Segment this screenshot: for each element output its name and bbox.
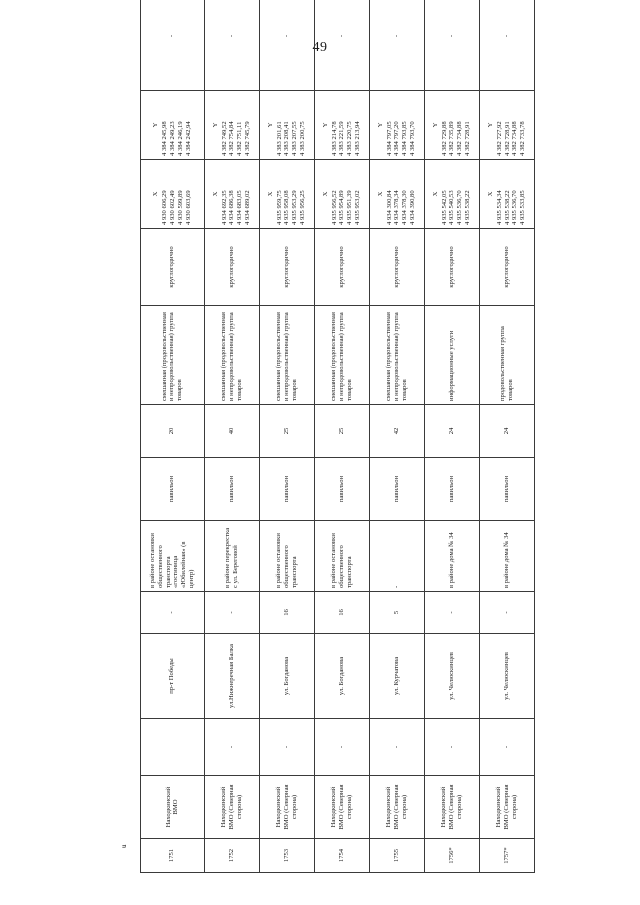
- object-type-cell: павильон: [141, 458, 205, 521]
- coordinate-value: 4 935 954,89: [338, 190, 346, 225]
- object-type-cell: павильон: [314, 458, 369, 521]
- coordinate-value: 4 382 727,92: [495, 121, 503, 156]
- specialization-cell: информационные услуги: [424, 306, 479, 405]
- note-cell: -: [369, 0, 424, 91]
- coordinate-value: 4 382 728,91: [464, 121, 472, 156]
- coordinates-y-cell: [259, 91, 314, 160]
- district-cell: Находкинский ВМО (Северная сторона): [424, 776, 479, 839]
- house-number-cell: -: [479, 592, 534, 634]
- coordinates-y-cell: [479, 91, 534, 160]
- street-cell: ул. Челюскинцев: [479, 634, 534, 719]
- coordinate-value: 4 930 602,49: [168, 190, 176, 225]
- page-number: 49: [312, 40, 328, 55]
- table-row: [141, 0, 205, 873]
- object-number-cell: 1751: [141, 839, 205, 873]
- coordinate-value: 4 935 956,52: [330, 190, 338, 225]
- object-number-cell: 1753: [259, 839, 314, 873]
- coordinate-axis-label: X: [321, 191, 329, 197]
- district-cell: Находкинский ВМО (Северная сторона): [479, 776, 534, 839]
- coordinate-axis-label: Y: [376, 122, 384, 128]
- coordinate-value: 4 935 533,85: [519, 190, 527, 225]
- trade-objects-table: [140, 0, 535, 873]
- area-cell: 40: [204, 405, 259, 458]
- table-row: [204, 0, 259, 873]
- coordinates-y-cell: [424, 91, 479, 160]
- coordinate-axis-label: X: [487, 191, 495, 197]
- district-cell: Находкинский ВМО (Северная сторона): [204, 776, 259, 839]
- coordinate-axis-label: X: [152, 191, 160, 197]
- district-cell: Находкинский ВМО (Северная сторона): [369, 776, 424, 839]
- object-type-cell: павильон: [204, 458, 259, 521]
- table-row: [479, 0, 534, 873]
- coordinate-value: 4 935 540,53: [448, 190, 456, 225]
- coordinate-value: 4 935 951,39: [346, 190, 354, 225]
- blank-cell: [141, 719, 205, 776]
- coordinate-value: 4 935 953,29: [291, 190, 299, 225]
- period-cell: круглогодично: [369, 229, 424, 306]
- coordinates-x-cell: [259, 160, 314, 229]
- area-cell: 24: [479, 405, 534, 458]
- street-cell: пр-т Победы: [141, 634, 205, 719]
- coordinate-value: 4 935 538,22: [464, 190, 472, 225]
- table-row: [259, 0, 314, 873]
- period-cell: круглогодично: [479, 229, 534, 306]
- object-type-cell: павильон: [369, 458, 424, 521]
- district-cell: Находкинский ВМО (Северная сторона): [259, 776, 314, 839]
- coordinates-x-cell: [479, 160, 534, 229]
- table-row: [369, 0, 424, 873]
- coordinate-value: 4 934 689,02: [243, 190, 251, 225]
- period-cell: круглогодично: [141, 229, 205, 306]
- coordinate-value: 4 383 221,59: [338, 121, 346, 156]
- coordinate-value: 4 382 728,91: [503, 121, 511, 156]
- coordinate-value: 4 383 220,75: [346, 121, 354, 156]
- coordinate-value: 4 935 953,02: [353, 190, 361, 225]
- landmark-cell: в районе остановки общественного транспорта: [314, 521, 369, 592]
- coordinate-value: 4 382 745,79: [243, 121, 251, 156]
- house-number-cell: -: [204, 592, 259, 634]
- object-type-cell: павильон: [424, 458, 479, 521]
- coordinate-axis-label: X: [431, 191, 439, 197]
- coordinate-axis-label: Y: [321, 122, 329, 128]
- coordinate-value: 4 382 751,11: [236, 121, 244, 156]
- coordinate-value: 4 384 797,20: [393, 121, 401, 156]
- house-number-cell: 16: [314, 592, 369, 634]
- specialization-cell: продовольственная группа товаров: [479, 306, 534, 405]
- coordinate-value: 4 384 797,05: [385, 121, 393, 156]
- house-number-cell: 5: [369, 592, 424, 634]
- coordinate-value: 4 935 536,70: [456, 190, 464, 225]
- landmark-cell: -: [369, 521, 424, 592]
- object-number-cell: 1754: [314, 839, 369, 873]
- coordinate-value: 4 382 735,89: [448, 121, 456, 156]
- coordinate-axis-label: Y: [487, 122, 495, 128]
- note-cell: -: [141, 0, 205, 91]
- margin-mark: u: [120, 844, 128, 848]
- note-cell: -: [424, 0, 479, 91]
- coordinates-x-cell: [369, 160, 424, 229]
- landmark-cell: в районе перекрестка с ул. Береговой: [204, 521, 259, 592]
- rotated-table-container: [140, 34, 535, 873]
- coordinate-value: 4 384 246,19: [176, 121, 184, 156]
- coordinate-value: 4 934 683,05: [236, 190, 244, 225]
- coordinates-y-cell: [369, 91, 424, 160]
- area-cell: 42: [369, 405, 424, 458]
- coordinate-value: 4 384 793,70: [408, 121, 416, 156]
- coordinates-x-cell: [204, 160, 259, 229]
- coordinate-axis-label: Y: [152, 122, 160, 128]
- coordinate-value: 4 382 734,88: [456, 121, 464, 156]
- blank-cell: -: [259, 719, 314, 776]
- object-number-cell: 1757*: [479, 839, 534, 873]
- coordinate-value: 4 934 378,34: [393, 190, 401, 225]
- coordinate-value: 4 935 538,22: [503, 190, 511, 225]
- coordinate-axis-label: Y: [431, 122, 439, 128]
- landmark-cell: в районе дома № 34: [479, 521, 534, 592]
- period-cell: круглогодично: [424, 229, 479, 306]
- coordinate-value: 4 930 606,29: [161, 190, 169, 225]
- coordinate-value: 4 935 958,08: [283, 190, 291, 225]
- coordinate-value: 4 384 245,98: [161, 121, 169, 156]
- street-cell: ул. Богданова: [259, 634, 314, 719]
- coordinates-x-cell: [141, 160, 205, 229]
- coordinate-value: 4 383 207,55: [291, 121, 299, 156]
- coordinate-axis-label: X: [266, 191, 274, 197]
- specialization-cell: смешанная (продовольственная и непродовольственная) группа товаров: [259, 306, 314, 405]
- note-cell: -: [259, 0, 314, 91]
- note-cell: -: [479, 0, 534, 91]
- blank-cell: -: [479, 719, 534, 776]
- landmark-cell: в районе остановки общественного транспорта «гостиница «Юбилейная» (в центр): [141, 521, 205, 592]
- coordinate-value: 4 930 599,89: [176, 190, 184, 225]
- blank-cell: -: [314, 719, 369, 776]
- district-cell: Находкинский ВМО (Северная сторона): [314, 776, 369, 839]
- coordinate-value: 4 383 208,41: [283, 121, 291, 156]
- specialization-cell: смешанная (продовольственная и непродовольственная) группа товаров: [141, 306, 205, 405]
- blank-cell: -: [204, 719, 259, 776]
- coordinate-value: 4 384 242,94: [184, 121, 192, 156]
- object-number-cell: 1755: [369, 839, 424, 873]
- coordinates-y-cell: [141, 91, 205, 160]
- coordinate-value: 4 935 534,34: [495, 190, 503, 225]
- coordinate-value: 4 382 749,52: [220, 121, 228, 156]
- coordinate-value: 4 934 686,38: [228, 190, 236, 225]
- object-type-cell: павильон: [479, 458, 534, 521]
- coordinates-x-cell: [424, 160, 479, 229]
- coordinate-value: 4 383 201,61: [275, 121, 283, 156]
- coordinate-value: 4 934 692,35: [220, 190, 228, 225]
- district-cell: Находкинский ВМО: [141, 776, 205, 839]
- table-row: [314, 0, 369, 873]
- coordinate-axis-label: X: [211, 191, 219, 197]
- object-number-cell: 1752: [204, 839, 259, 873]
- coordinate-value: 4 935 959,75: [275, 190, 283, 225]
- coordinate-value: 4 934 378,30: [401, 190, 409, 225]
- area-cell: 20: [141, 405, 205, 458]
- coordinate-value: 4 935 956,25: [298, 190, 306, 225]
- landmark-cell: в районе дома № 34: [424, 521, 479, 592]
- coordinate-value: 4 934 390,80: [408, 190, 416, 225]
- coordinate-axis-label: Y: [266, 122, 274, 128]
- coordinate-value: 4 934 300,84: [385, 190, 393, 225]
- coordinate-value: 4 384 249,23: [168, 121, 176, 156]
- coordinate-value: 4 383 200,75: [298, 121, 306, 156]
- object-type-cell: павильон: [259, 458, 314, 521]
- coordinates-y-cell: [314, 91, 369, 160]
- street-cell: ул. Челюскинцев: [424, 634, 479, 719]
- specialization-cell: смешанная (продовольственная и непродовольственная) группа товаров: [314, 306, 369, 405]
- coordinate-value: 4 935 536,70: [511, 190, 519, 225]
- specialization-cell: смешанная (продовольственная и непродовольственная) группа товаров: [369, 306, 424, 405]
- coordinate-value: 4 382 734,88: [511, 121, 519, 156]
- street-cell: ул. Богданова: [314, 634, 369, 719]
- landmark-cell: в районе остановки общественного транспорта: [259, 521, 314, 592]
- note-cell: -: [314, 0, 369, 91]
- coordinate-axis-label: X: [376, 191, 384, 197]
- object-number-cell: 1756*: [424, 839, 479, 873]
- coordinate-value: 4 383 213,94: [353, 121, 361, 156]
- coordinate-axis-label: Y: [211, 122, 219, 128]
- coordinate-value: 4 383 214,78: [330, 121, 338, 156]
- coordinate-value: 4 382 754,84: [228, 121, 236, 156]
- specialization-cell: смешанная (продовольственная и непродовольственная) группа товаров: [204, 306, 259, 405]
- coordinates-y-cell: [204, 91, 259, 160]
- street-cell: ул.Нижнеречная Балка: [204, 634, 259, 719]
- house-number-cell: -: [424, 592, 479, 634]
- area-cell: 24: [424, 405, 479, 458]
- area-cell: 25: [314, 405, 369, 458]
- table-row: [424, 0, 479, 873]
- coordinate-value: 4 382 733,78: [519, 121, 527, 156]
- period-cell: круглогодично: [204, 229, 259, 306]
- house-number-cell: -: [141, 592, 205, 634]
- period-cell: круглогодично: [259, 229, 314, 306]
- period-cell: круглогодично: [314, 229, 369, 306]
- street-cell: ул. Курчатова: [369, 634, 424, 719]
- blank-cell: -: [369, 719, 424, 776]
- coordinate-value: 4 935 542,05: [440, 190, 448, 225]
- coordinates-x-cell: [314, 160, 369, 229]
- note-cell: -: [204, 0, 259, 91]
- blank-cell: -: [424, 719, 479, 776]
- area-cell: 25: [259, 405, 314, 458]
- coordinate-value: 4 382 729,88: [440, 121, 448, 156]
- house-number-cell: 16: [259, 592, 314, 634]
- coordinate-value: 4 930 603,69: [184, 190, 192, 225]
- coordinate-value: 4 384 793,85: [401, 121, 409, 156]
